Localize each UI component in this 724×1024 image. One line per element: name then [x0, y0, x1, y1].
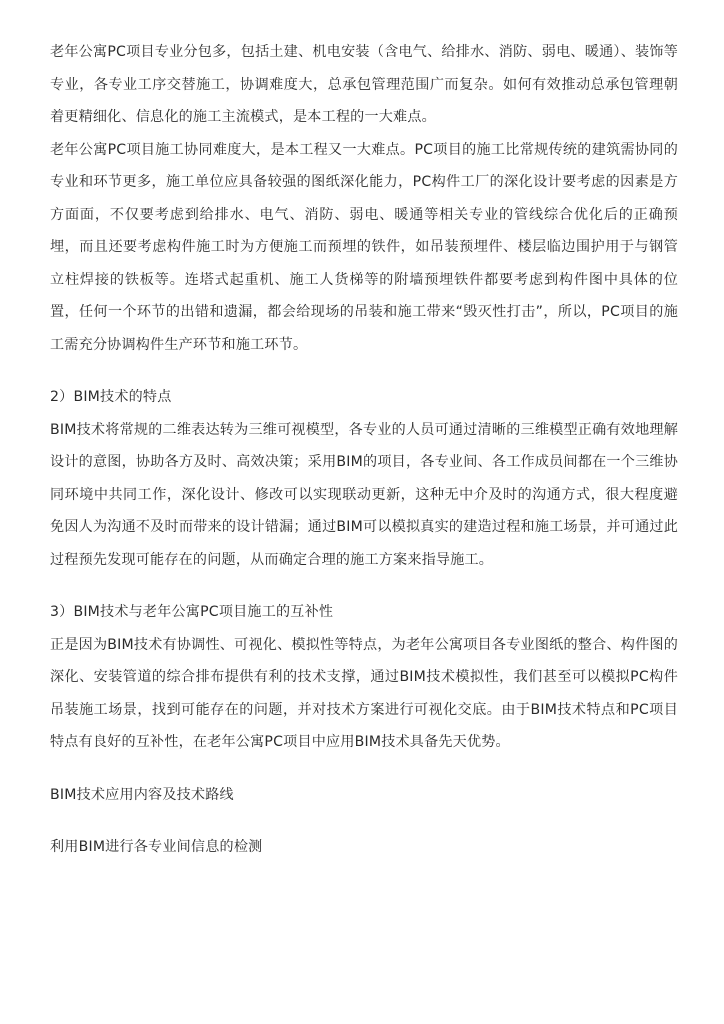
- document-page: [50, 36, 678, 864]
- spacer: [50, 361, 678, 381]
- heading-bim-detection: 利用BIM进行各专业间信息的检测: [50, 839, 263, 855]
- heading-bim-complementarity: 3）BIM技术与老年公寓PC项目施工的互补性: [50, 604, 334, 620]
- spacer: [50, 759, 678, 779]
- heading-bim-features: 2）BIM技术的特点: [50, 389, 172, 405]
- spacer: [50, 811, 678, 831]
- spacer: [50, 576, 678, 596]
- paragraph-coordination-difficulty: 老年公寓PC项目施工协同难度大，是本工程又一大难点。PC项目的施工比常规传统的建筑需协同的专业和环节更多，施工单位应具备较强的图纸深化能力，PC构件工厂的深化设计要考虑的因素是方方面面，不仅要考虑到给排水、电气、消防、弱电、暖通等相关专业的管线综合优化后的正确预埋，而且还要考虑构件施工时为方便施工而预埋的铁件，如吊装预埋件、楼层临边围护用于与钢管立柱焊接的铁板等。连塔式起重机、施工人货梯等的附墙预埋铁件都要考虑到构件图中具体的位置，任何一个环节的出错和遗漏，都会给现场的吊装和施工带来“毁灭性打击”，所以，PC项目的施工需充分协调构件生产环节和施工环节。: [50, 141, 678, 353]
- paragraph-bim-features: BIM技术将常规的二维表达转为三维可视模型，各专业的人员可通过清晰的三维模型正确有效地理解设计的意图，协助各方及时、高效决策；采用BIM的项目，各专业间、各工作成员间都在一个三维协同环境中共同工作，深化设计、修改可以实现联动更新，这种无中介及时的沟通方式，很大程度避免因人为沟通不及时而带来的设计错漏；通过BIM可以模拟真实的建造过程和施工场景，并可通过此过程预先发现可能存在的问题，从而确定合理的施工方案来指导施工。: [50, 421, 678, 568]
- heading-bim-application: BIM技术应用内容及技术路线: [50, 786, 234, 803]
- paragraph-bim-complementarity: 正是因为BIM技术有协调性、可视化、模拟性等特点，为老年公寓项目各专业图纸的整合、构件图的深化、安装管道的综合排布提供有利的技术支撑，通过BIM技术模拟性，我们甚至可以模拟PC构件吊装施工场景，找到可能存在的问题，并对技术方案进行可视化交底。由于BIM技术特点和PC项目特点有良好的互补性，在老年公寓PC项目中应用BIM技术具备先天优势。: [50, 636, 678, 750]
- paragraph-subcontracting: 老年公寓PC项目专业分包多，包括土建、机电安装（含电气、给排水、消防、弱电、暖通）、装饰等专业，各专业工序交替施工，协调难度大，总承包管理范围广而复杂。如何有效推动总承包管理朝着更精细化、信息化的施工主流模式，是本工程的一大难点。: [50, 44, 678, 125]
